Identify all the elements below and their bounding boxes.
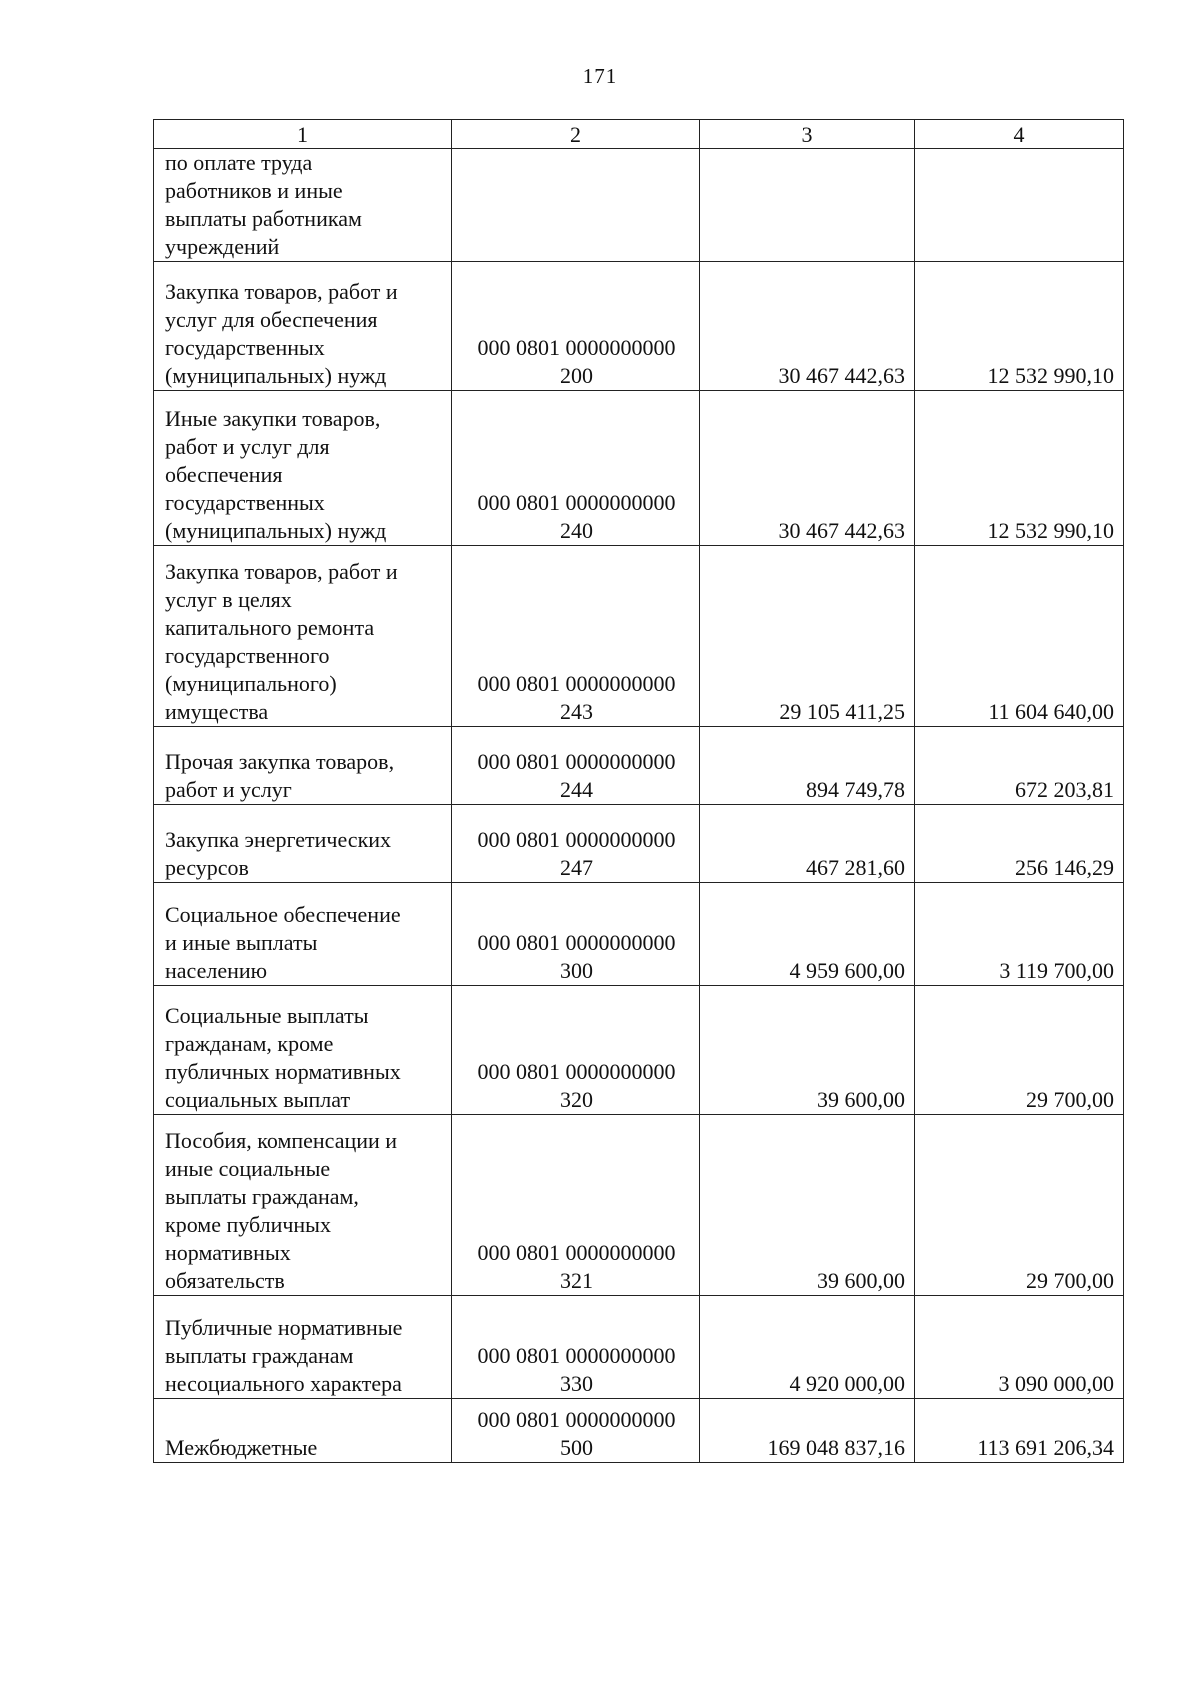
expense-name-cell xyxy=(154,149,452,262)
budget-code-line: 321 xyxy=(560,1268,593,1293)
expense-name-line: социальных выплат xyxy=(165,1087,351,1112)
table-row xyxy=(154,805,1124,883)
table-row xyxy=(154,149,1124,262)
expense-name-line: капитального ремонта xyxy=(165,615,375,640)
budget-code-cell xyxy=(452,986,700,1115)
budget-code-line: 000 0801 0000000000 xyxy=(477,335,676,360)
expense-name-line: выплаты работникам xyxy=(165,206,362,231)
expense-name-cell xyxy=(154,986,452,1115)
budget-code-line: 247 xyxy=(560,855,593,880)
amount-col-4-cell: 3 119 700,00 xyxy=(915,883,1124,986)
amount-col-4-cell: 11 604 640,00 xyxy=(915,546,1124,727)
budget-code-line: 000 0801 0000000000 xyxy=(477,671,676,696)
amount-col-4-cell: 113 691 206,34 xyxy=(915,1399,1124,1463)
expense-name-line: (муниципального) xyxy=(165,671,337,696)
amount-col-4-cell: 3 090 000,00 xyxy=(915,1296,1124,1399)
amount-col-3-cell: 30 467 442,63 xyxy=(700,391,915,546)
expense-name-line: Закупка товаров, работ и xyxy=(165,279,398,304)
expense-name-cell xyxy=(154,391,452,546)
amount-col-4-cell: 29 700,00 xyxy=(915,1115,1124,1296)
table-row xyxy=(154,986,1124,1115)
expense-name-line: Прочая закупка товаров, xyxy=(165,749,395,774)
expense-name-line: выплаты гражданам xyxy=(165,1343,354,1368)
expense-name-line: работников и иные xyxy=(165,178,343,203)
header-row xyxy=(154,120,1124,149)
table-row xyxy=(154,391,1124,546)
amount-col-3-cell: 894 749,78 xyxy=(700,727,915,805)
budget-code-line: 000 0801 0000000000 xyxy=(477,490,676,515)
expense-name-line: по оплате труда xyxy=(165,150,313,175)
budget-code-line: 320 xyxy=(560,1087,593,1112)
budget-code-cell xyxy=(452,883,700,986)
amount-col-4-cell: 256 146,29 xyxy=(915,805,1124,883)
amount-col-4-cell xyxy=(915,149,1124,262)
expense-name-line: (муниципальных) нужд xyxy=(165,518,387,543)
expense-name-line: гражданам, кроме xyxy=(165,1031,334,1056)
table-row xyxy=(154,1296,1124,1399)
amount-col-3-cell: 169 048 837,16 xyxy=(700,1399,915,1463)
budget-code-cell xyxy=(452,149,700,262)
table-row xyxy=(154,1399,1124,1463)
expense-name-line: услуг в целях xyxy=(165,587,292,612)
budget-code-cell xyxy=(452,546,700,727)
amount-col-3-cell xyxy=(700,149,915,262)
budget-code-line: 243 xyxy=(560,699,593,724)
budget-code-line: 300 xyxy=(560,958,593,983)
expense-name-line: и иные выплаты xyxy=(165,930,318,955)
budget-code-line: 000 0801 0000000000 xyxy=(477,1240,676,1265)
amount-col-3-cell: 39 600,00 xyxy=(700,986,915,1115)
budget-code-line: 000 0801 0000000000 xyxy=(477,1059,676,1084)
table-row xyxy=(154,883,1124,986)
budget-code-cell xyxy=(452,805,700,883)
expense-name-cell xyxy=(154,262,452,391)
budget-code-cell xyxy=(452,262,700,391)
expense-name-cell xyxy=(154,883,452,986)
expense-name-line: нормативных xyxy=(165,1240,291,1265)
expense-name-line: Иные закупки товаров, xyxy=(165,406,381,431)
expense-name-line: государственных xyxy=(165,335,325,360)
budget-code-line: 330 xyxy=(560,1371,593,1396)
expense-name-line: государственных xyxy=(165,490,325,515)
budget-code-cell xyxy=(452,1296,700,1399)
expense-name-line: населению xyxy=(165,958,268,983)
expense-name-cell xyxy=(154,1115,452,1296)
expense-name-line: учреждений xyxy=(165,234,280,259)
expense-name-line: имущества xyxy=(165,699,269,724)
page-number: 171 xyxy=(582,64,618,88)
amount-col-3-cell: 467 281,60 xyxy=(700,805,915,883)
amount-col-3-cell: 4 959 600,00 xyxy=(700,883,915,986)
amount-col-4-cell: 12 532 990,10 xyxy=(915,391,1124,546)
expense-name-line: обеспечения xyxy=(165,462,283,487)
budget-code-line: 000 0801 0000000000 xyxy=(477,1407,676,1432)
expense-name-line: иные социальные xyxy=(165,1156,331,1181)
budget-code-line: 500 xyxy=(560,1435,593,1460)
budget-code-line: 000 0801 0000000000 xyxy=(477,749,676,774)
budget-code-line: 000 0801 0000000000 xyxy=(477,827,676,852)
expense-name-line: услуг для обеспечения xyxy=(165,307,378,332)
expense-name-line: государственного xyxy=(165,643,330,668)
budget-code-line: 000 0801 0000000000 xyxy=(477,1343,676,1368)
expense-name-line: работ и услуг xyxy=(165,777,292,802)
budget-code-cell xyxy=(452,1115,700,1296)
expense-name-line: кроме публичных xyxy=(165,1212,331,1237)
expense-name-line: Закупка энергетических xyxy=(165,827,392,852)
budget-code-cell xyxy=(452,1399,700,1463)
budget-code-line: 000 0801 0000000000 xyxy=(477,930,676,955)
expense-name-line: обязательств xyxy=(165,1268,285,1293)
expense-name-cell xyxy=(154,727,452,805)
table-row xyxy=(154,727,1124,805)
amount-col-3-cell: 30 467 442,63 xyxy=(700,262,915,391)
amount-col-3-cell: 4 920 000,00 xyxy=(700,1296,915,1399)
expense-name-cell xyxy=(154,805,452,883)
expense-name-line: Публичные нормативные xyxy=(165,1315,403,1340)
budget-table xyxy=(153,119,1124,1463)
expense-name-line: работ и услуг для xyxy=(165,434,330,459)
budget-code-cell xyxy=(452,391,700,546)
expense-name-line: Социальные выплаты xyxy=(165,1003,369,1028)
table-row xyxy=(154,546,1124,727)
amount-col-4-cell: 29 700,00 xyxy=(915,986,1124,1115)
expense-name-line: Межбюджетные xyxy=(165,1435,318,1460)
header-col-2: 2 xyxy=(452,120,700,149)
table-header xyxy=(154,120,1124,149)
expense-name-cell xyxy=(154,1399,452,1463)
amount-col-4-cell: 12 532 990,10 xyxy=(915,262,1124,391)
expense-name-line: ресурсов xyxy=(165,855,249,880)
table-body xyxy=(154,149,1124,1463)
expense-name-cell xyxy=(154,546,452,727)
table-row xyxy=(154,262,1124,391)
budget-code-line: 200 xyxy=(560,363,593,388)
expense-name-cell xyxy=(154,1296,452,1399)
amount-col-3-cell: 39 600,00 xyxy=(700,1115,915,1296)
budget-code-line: 240 xyxy=(560,518,593,543)
budget-code-cell xyxy=(452,727,700,805)
header-col-3: 3 xyxy=(700,120,915,149)
expense-name-line: несоциального характера xyxy=(165,1371,402,1396)
header-col-4: 4 xyxy=(915,120,1124,149)
table-row xyxy=(154,1115,1124,1296)
expense-name-line: публичных нормативных xyxy=(165,1059,401,1084)
expense-name-line: Закупка товаров, работ и xyxy=(165,559,398,584)
header-col-1: 1 xyxy=(154,120,452,149)
amount-col-3-cell: 29 105 411,25 xyxy=(700,546,915,727)
budget-code-line: 244 xyxy=(560,777,593,802)
amount-col-4-cell: 672 203,81 xyxy=(915,727,1124,805)
expense-name-line: (муниципальных) нужд xyxy=(165,363,387,388)
expense-name-line: Пособия, компенсации и xyxy=(165,1128,398,1153)
expense-name-line: Социальное обеспечение xyxy=(165,902,401,927)
expense-name-line: выплаты гражданам, xyxy=(165,1184,359,1209)
